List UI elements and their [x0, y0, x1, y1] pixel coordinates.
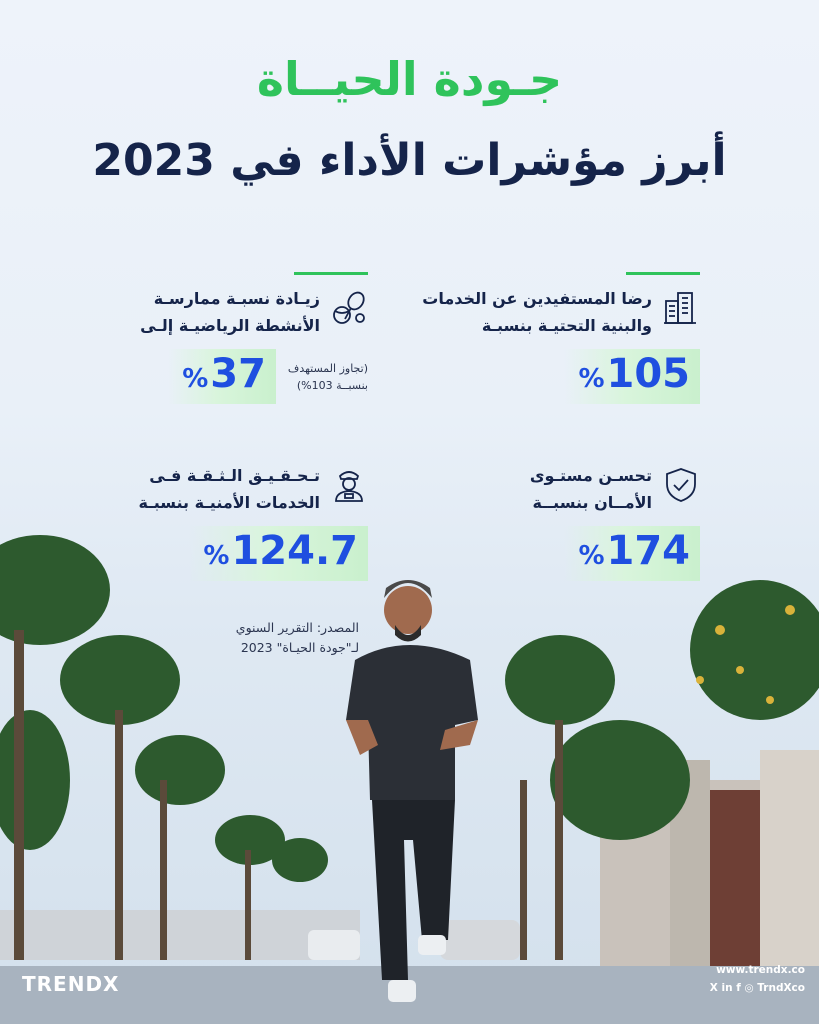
stat-value-box — [440, 526, 700, 581]
stat-number: 174 — [606, 528, 690, 574]
stat-value — [168, 349, 276, 404]
page-title: أبرز مؤشرات الأداء في 2023 — [92, 135, 727, 186]
stat-label-line2: الأنشطة الرياضيـة إلـى — [140, 316, 320, 335]
social-handles[interactable]: X in f ◎ TrndXco — [709, 982, 805, 994]
shield-check-icon — [662, 466, 700, 504]
stat-unit: % — [182, 364, 209, 394]
stat-note-line2: بنسبــة 103%) — [296, 378, 368, 392]
security-officer-icon — [330, 466, 368, 504]
stat-label-line2: والبنية التحتيـة بنسبـة — [481, 316, 652, 335]
stat-value — [564, 349, 700, 404]
stat-card-satisfaction — [422, 272, 700, 404]
stat-value — [564, 526, 700, 581]
card-accent-bar — [626, 272, 700, 275]
stat-number: 105 — [606, 351, 690, 397]
stat-label-line1: رضا المستفيدين عن الخدمات — [422, 289, 652, 308]
stat-label-line2: الأمــان بنسبــة — [532, 493, 652, 512]
stat-label-line1: تحسـن مستـوى — [529, 466, 652, 485]
buildings-icon — [662, 289, 700, 327]
stat-label-line1: زيـادة نسبـة ممارسـة — [153, 289, 320, 308]
source-line1: المصدر: التقرير السنوي — [235, 620, 359, 635]
page-title-highlight: جـودة الحيــاة — [256, 52, 563, 106]
brand-logo: TRENDX — [22, 972, 120, 996]
stat-label-line1: تـحـقـيـق الـثـقـة فـى — [149, 466, 320, 485]
stat-number: 124.7 — [231, 528, 358, 574]
stat-value-box — [108, 526, 368, 581]
sports-icon — [330, 289, 368, 327]
stat-unit: % — [578, 541, 605, 571]
stat-card-safety — [440, 458, 700, 581]
stat-value-box — [108, 349, 368, 404]
source-note — [189, 618, 359, 658]
website-link[interactable]: www.trendx.co — [716, 964, 805, 976]
source-line2: لـ"جودة الحيـاة" 2023 — [240, 640, 359, 655]
stat-number: 37 — [210, 351, 266, 397]
card-accent-bar — [294, 272, 368, 275]
stat-note — [288, 360, 368, 394]
stat-card-trust — [108, 458, 368, 581]
stat-unit: % — [203, 541, 230, 571]
stat-unit: % — [578, 364, 605, 394]
stat-value — [189, 526, 368, 581]
stat-note-line1: (تجاوز المستهدف — [287, 361, 368, 375]
stat-value-box — [440, 349, 700, 404]
stat-card-sports — [108, 272, 368, 404]
stat-label-line2: الخدمات الأمنيـة بنسبـة — [138, 493, 320, 512]
